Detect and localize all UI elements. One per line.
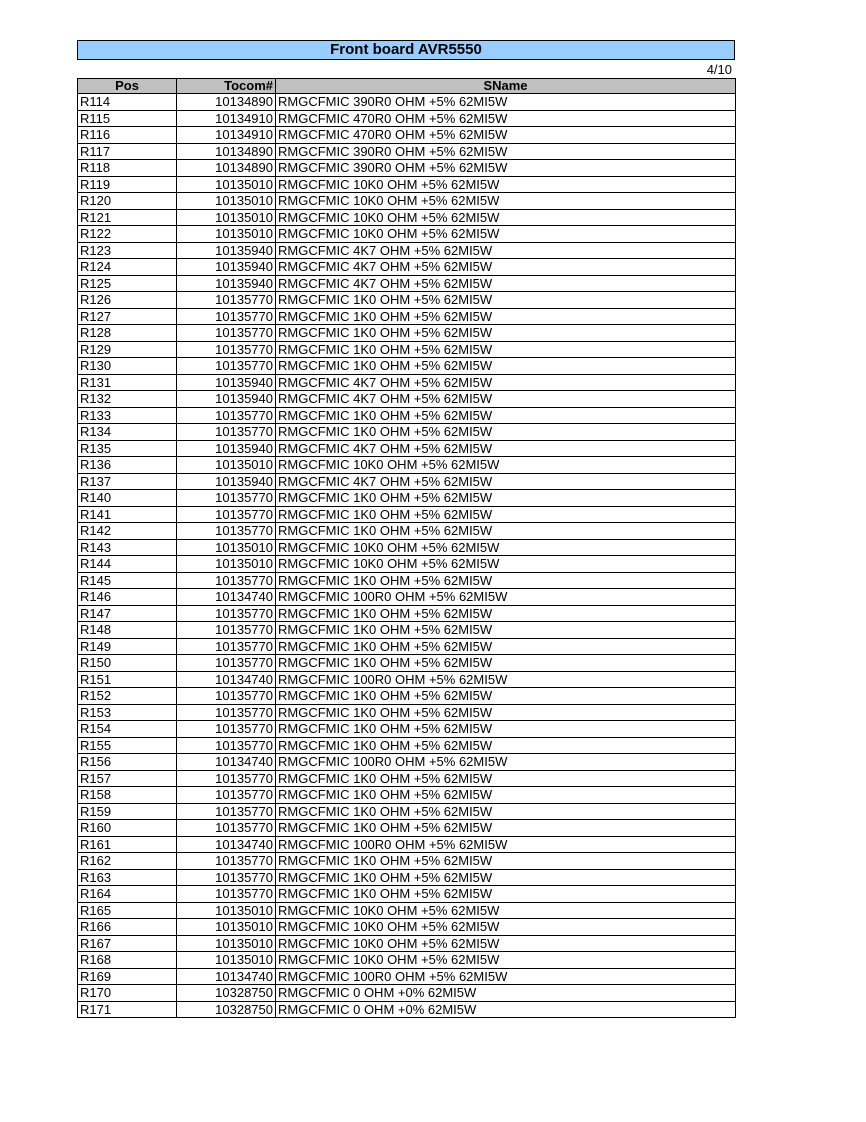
cell-pos: R151: [78, 671, 177, 688]
cell-tocom: 10135940: [177, 275, 276, 292]
table-row: [78, 853, 736, 870]
cell-pos: R114: [78, 94, 177, 111]
parts-table-body: [78, 94, 736, 1018]
cell-pos: R128: [78, 325, 177, 342]
cell-tocom: 10328750: [177, 985, 276, 1002]
cell-tocom: 10135010: [177, 952, 276, 969]
cell-tocom: 10135770: [177, 803, 276, 820]
cell-tocom: 10135770: [177, 424, 276, 441]
table-row: [78, 374, 736, 391]
table-row: [78, 704, 736, 721]
cell-sname: RMGCFMIC 4K7 OHM +5% 62MI5W: [276, 374, 736, 391]
cell-sname: RMGCFMIC 1K0 OHM +5% 62MI5W: [276, 292, 736, 309]
table-row: [78, 143, 736, 160]
table-row: [78, 226, 736, 243]
cell-sname: RMGCFMIC 10K0 OHM +5% 62MI5W: [276, 902, 736, 919]
table-row: [78, 902, 736, 919]
cell-sname: RMGCFMIC 10K0 OHM +5% 62MI5W: [276, 193, 736, 210]
cell-sname: RMGCFMIC 10K0 OHM +5% 62MI5W: [276, 226, 736, 243]
cell-pos: R130: [78, 358, 177, 375]
cell-tocom: 10134740: [177, 968, 276, 985]
cell-sname: RMGCFMIC 100R0 OHM +5% 62MI5W: [276, 671, 736, 688]
cell-sname: RMGCFMIC 1K0 OHM +5% 62MI5W: [276, 622, 736, 639]
cell-pos: R134: [78, 424, 177, 441]
cell-sname: RMGCFMIC 100R0 OHM +5% 62MI5W: [276, 968, 736, 985]
cell-tocom: 10135770: [177, 655, 276, 672]
cell-pos: R123: [78, 242, 177, 259]
cell-tocom: 10135770: [177, 853, 276, 870]
table-row: [78, 209, 736, 226]
cell-tocom: 10135940: [177, 473, 276, 490]
table-row: [78, 110, 736, 127]
column-header-tocom: Tocom#: [177, 79, 276, 94]
cell-tocom: 10135770: [177, 325, 276, 342]
cell-sname: RMGCFMIC 100R0 OHM +5% 62MI5W: [276, 836, 736, 853]
cell-sname: RMGCFMIC 0 OHM +0% 62MI5W: [276, 985, 736, 1002]
cell-tocom: 10135770: [177, 770, 276, 787]
cell-pos: R140: [78, 490, 177, 507]
cell-sname: RMGCFMIC 1K0 OHM +5% 62MI5W: [276, 572, 736, 589]
cell-tocom: 10135770: [177, 886, 276, 903]
table-row: [78, 721, 736, 738]
cell-tocom: 10135770: [177, 869, 276, 886]
cell-sname: RMGCFMIC 1K0 OHM +5% 62MI5W: [276, 523, 736, 540]
cell-pos: R133: [78, 407, 177, 424]
table-row: [78, 407, 736, 424]
table-row: [78, 605, 736, 622]
table-row: [78, 308, 736, 325]
document-title: Front board AVR5550: [77, 40, 735, 60]
cell-sname: RMGCFMIC 1K0 OHM +5% 62MI5W: [276, 638, 736, 655]
cell-tocom: 10134740: [177, 589, 276, 606]
table-row: [78, 836, 736, 853]
table-row: [78, 968, 736, 985]
cell-tocom: 10135010: [177, 935, 276, 952]
cell-sname: RMGCFMIC 10K0 OHM +5% 62MI5W: [276, 935, 736, 952]
table-row: [78, 242, 736, 259]
cell-sname: RMGCFMIC 0 OHM +0% 62MI5W: [276, 1001, 736, 1018]
cell-tocom: 10134740: [177, 671, 276, 688]
table-row: [78, 622, 736, 639]
table-row: [78, 737, 736, 754]
cell-pos: R170: [78, 985, 177, 1002]
cell-sname: RMGCFMIC 1K0 OHM +5% 62MI5W: [276, 424, 736, 441]
cell-pos: R141: [78, 506, 177, 523]
cell-tocom: 10135770: [177, 787, 276, 804]
cell-tocom: 10135010: [177, 226, 276, 243]
cell-sname: RMGCFMIC 4K7 OHM +5% 62MI5W: [276, 242, 736, 259]
cell-tocom: 10135010: [177, 209, 276, 226]
cell-pos: R171: [78, 1001, 177, 1018]
cell-sname: RMGCFMIC 10K0 OHM +5% 62MI5W: [276, 556, 736, 573]
cell-sname: RMGCFMIC 10K0 OHM +5% 62MI5W: [276, 457, 736, 474]
cell-sname: RMGCFMIC 100R0 OHM +5% 62MI5W: [276, 589, 736, 606]
cell-tocom: 10134910: [177, 110, 276, 127]
cell-pos: R122: [78, 226, 177, 243]
cell-sname: RMGCFMIC 4K7 OHM +5% 62MI5W: [276, 440, 736, 457]
cell-pos: R117: [78, 143, 177, 160]
table-row: [78, 803, 736, 820]
table-row: [78, 523, 736, 540]
cell-sname: RMGCFMIC 10K0 OHM +5% 62MI5W: [276, 919, 736, 936]
cell-pos: R125: [78, 275, 177, 292]
cell-sname: RMGCFMIC 1K0 OHM +5% 62MI5W: [276, 688, 736, 705]
table-row: [78, 358, 736, 375]
cell-tocom: 10135770: [177, 721, 276, 738]
cell-pos: R145: [78, 572, 177, 589]
cell-pos: R161: [78, 836, 177, 853]
table-row: [78, 275, 736, 292]
cell-tocom: 10135010: [177, 902, 276, 919]
cell-tocom: 10135770: [177, 572, 276, 589]
cell-pos: R154: [78, 721, 177, 738]
cell-pos: R137: [78, 473, 177, 490]
table-header-row: [78, 79, 736, 94]
cell-pos: R156: [78, 754, 177, 771]
table-row: [78, 952, 736, 969]
cell-tocom: 10135770: [177, 638, 276, 655]
cell-pos: R157: [78, 770, 177, 787]
cell-sname: RMGCFMIC 4K7 OHM +5% 62MI5W: [276, 275, 736, 292]
table-row: [78, 506, 736, 523]
cell-pos: R164: [78, 886, 177, 903]
table-row: [78, 341, 736, 358]
cell-tocom: 10135010: [177, 556, 276, 573]
cell-sname: RMGCFMIC 470R0 OHM +5% 62MI5W: [276, 127, 736, 144]
cell-sname: RMGCFMIC 1K0 OHM +5% 62MI5W: [276, 407, 736, 424]
table-row: [78, 655, 736, 672]
cell-pos: R135: [78, 440, 177, 457]
table-row: [78, 490, 736, 507]
cell-sname: RMGCFMIC 1K0 OHM +5% 62MI5W: [276, 770, 736, 787]
cell-pos: R120: [78, 193, 177, 210]
table-row: [78, 638, 736, 655]
cell-sname: RMGCFMIC 1K0 OHM +5% 62MI5W: [276, 737, 736, 754]
cell-sname: RMGCFMIC 1K0 OHM +5% 62MI5W: [276, 358, 736, 375]
table-row: [78, 457, 736, 474]
table-row: [78, 176, 736, 193]
cell-tocom: 10135770: [177, 605, 276, 622]
table-row: [78, 391, 736, 408]
column-header-pos: Pos: [78, 79, 177, 94]
cell-tocom: 10135770: [177, 407, 276, 424]
cell-sname: RMGCFMIC 1K0 OHM +5% 62MI5W: [276, 308, 736, 325]
cell-tocom: 10135770: [177, 737, 276, 754]
cell-pos: R131: [78, 374, 177, 391]
cell-pos: R153: [78, 704, 177, 721]
cell-tocom: 10134740: [177, 754, 276, 771]
cell-pos: R129: [78, 341, 177, 358]
table-row: [78, 556, 736, 573]
cell-sname: RMGCFMIC 1K0 OHM +5% 62MI5W: [276, 704, 736, 721]
parts-list-sheet: [77, 40, 735, 1018]
cell-tocom: 10134890: [177, 94, 276, 111]
cell-tocom: 10328750: [177, 1001, 276, 1018]
parts-table: [77, 78, 736, 1018]
cell-pos: R144: [78, 556, 177, 573]
cell-pos: R118: [78, 160, 177, 177]
cell-sname: RMGCFMIC 1K0 OHM +5% 62MI5W: [276, 506, 736, 523]
table-row: [78, 770, 736, 787]
cell-tocom: 10135770: [177, 622, 276, 639]
cell-tocom: 10135770: [177, 490, 276, 507]
cell-sname: RMGCFMIC 1K0 OHM +5% 62MI5W: [276, 869, 736, 886]
cell-tocom: 10135770: [177, 341, 276, 358]
table-row: [78, 259, 736, 276]
cell-pos: R132: [78, 391, 177, 408]
table-row: [78, 424, 736, 441]
cell-tocom: 10135940: [177, 242, 276, 259]
cell-sname: RMGCFMIC 10K0 OHM +5% 62MI5W: [276, 209, 736, 226]
table-row: [78, 589, 736, 606]
table-row: [78, 94, 736, 111]
cell-sname: RMGCFMIC 390R0 OHM +5% 62MI5W: [276, 143, 736, 160]
table-row: [78, 440, 736, 457]
cell-tocom: 10135010: [177, 176, 276, 193]
cell-pos: R143: [78, 539, 177, 556]
table-row: [78, 787, 736, 804]
cell-pos: R168: [78, 952, 177, 969]
cell-pos: R116: [78, 127, 177, 144]
cell-tocom: 10135770: [177, 308, 276, 325]
table-row: [78, 985, 736, 1002]
cell-pos: R126: [78, 292, 177, 309]
cell-sname: RMGCFMIC 4K7 OHM +5% 62MI5W: [276, 473, 736, 490]
cell-sname: RMGCFMIC 1K0 OHM +5% 62MI5W: [276, 820, 736, 837]
cell-sname: RMGCFMIC 4K7 OHM +5% 62MI5W: [276, 259, 736, 276]
cell-sname: RMGCFMIC 10K0 OHM +5% 62MI5W: [276, 176, 736, 193]
table-row: [78, 160, 736, 177]
table-row: [78, 1001, 736, 1018]
table-row: [78, 935, 736, 952]
cell-tocom: 10134890: [177, 143, 276, 160]
cell-sname: RMGCFMIC 1K0 OHM +5% 62MI5W: [276, 886, 736, 903]
table-row: [78, 127, 736, 144]
table-row: [78, 473, 736, 490]
cell-pos: R166: [78, 919, 177, 936]
cell-tocom: 10135770: [177, 506, 276, 523]
table-row: [78, 325, 736, 342]
cell-sname: RMGCFMIC 1K0 OHM +5% 62MI5W: [276, 341, 736, 358]
table-row: [78, 572, 736, 589]
cell-tocom: 10135770: [177, 820, 276, 837]
cell-pos: R148: [78, 622, 177, 639]
cell-sname: RMGCFMIC 390R0 OHM +5% 62MI5W: [276, 160, 736, 177]
cell-pos: R150: [78, 655, 177, 672]
cell-sname: RMGCFMIC 100R0 OHM +5% 62MI5W: [276, 754, 736, 771]
cell-pos: R146: [78, 589, 177, 606]
table-row: [78, 292, 736, 309]
cell-sname: RMGCFMIC 1K0 OHM +5% 62MI5W: [276, 803, 736, 820]
cell-pos: R169: [78, 968, 177, 985]
cell-tocom: 10134740: [177, 836, 276, 853]
table-row: [78, 688, 736, 705]
cell-sname: RMGCFMIC 1K0 OHM +5% 62MI5W: [276, 490, 736, 507]
table-row: [78, 886, 736, 903]
cell-pos: R127: [78, 308, 177, 325]
table-row: [78, 754, 736, 771]
table-row: [78, 820, 736, 837]
cell-tocom: 10135940: [177, 374, 276, 391]
cell-pos: R162: [78, 853, 177, 870]
table-row: [78, 919, 736, 936]
cell-sname: RMGCFMIC 10K0 OHM +5% 62MI5W: [276, 539, 736, 556]
cell-sname: RMGCFMIC 1K0 OHM +5% 62MI5W: [276, 787, 736, 804]
cell-sname: RMGCFMIC 1K0 OHM +5% 62MI5W: [276, 853, 736, 870]
cell-pos: R142: [78, 523, 177, 540]
cell-tocom: 10135770: [177, 688, 276, 705]
cell-sname: RMGCFMIC 10K0 OHM +5% 62MI5W: [276, 952, 736, 969]
cell-tocom: 10135010: [177, 193, 276, 210]
cell-pos: R163: [78, 869, 177, 886]
cell-pos: R155: [78, 737, 177, 754]
cell-sname: RMGCFMIC 4K7 OHM +5% 62MI5W: [276, 391, 736, 408]
cell-pos: R159: [78, 803, 177, 820]
cell-sname: RMGCFMIC 390R0 OHM +5% 62MI5W: [276, 94, 736, 111]
cell-tocom: 10135770: [177, 358, 276, 375]
cell-tocom: 10135940: [177, 259, 276, 276]
cell-tocom: 10135010: [177, 919, 276, 936]
cell-tocom: 10134890: [177, 160, 276, 177]
cell-pos: R167: [78, 935, 177, 952]
cell-pos: R136: [78, 457, 177, 474]
cell-pos: R165: [78, 902, 177, 919]
cell-tocom: 10135010: [177, 539, 276, 556]
cell-pos: R152: [78, 688, 177, 705]
cell-pos: R147: [78, 605, 177, 622]
cell-tocom: 10135770: [177, 523, 276, 540]
table-row: [78, 193, 736, 210]
cell-tocom: 10135940: [177, 440, 276, 457]
cell-pos: R119: [78, 176, 177, 193]
cell-sname: RMGCFMIC 1K0 OHM +5% 62MI5W: [276, 325, 736, 342]
cell-tocom: 10135940: [177, 391, 276, 408]
table-row: [78, 671, 736, 688]
cell-pos: R149: [78, 638, 177, 655]
cell-sname: RMGCFMIC 470R0 OHM +5% 62MI5W: [276, 110, 736, 127]
cell-pos: R160: [78, 820, 177, 837]
column-header-sname: SName: [276, 79, 736, 94]
cell-sname: RMGCFMIC 1K0 OHM +5% 62MI5W: [276, 721, 736, 738]
cell-pos: R121: [78, 209, 177, 226]
table-row: [78, 869, 736, 886]
cell-tocom: 10135010: [177, 457, 276, 474]
cell-tocom: 10135770: [177, 292, 276, 309]
cell-pos: R115: [78, 110, 177, 127]
cell-pos: R124: [78, 259, 177, 276]
table-row: [78, 539, 736, 556]
cell-tocom: 10135770: [177, 704, 276, 721]
cell-sname: RMGCFMIC 1K0 OHM +5% 62MI5W: [276, 655, 736, 672]
cell-pos: R158: [78, 787, 177, 804]
cell-tocom: 10134910: [177, 127, 276, 144]
cell-sname: RMGCFMIC 1K0 OHM +5% 62MI5W: [276, 605, 736, 622]
page-number: 4/10: [706, 62, 732, 77]
